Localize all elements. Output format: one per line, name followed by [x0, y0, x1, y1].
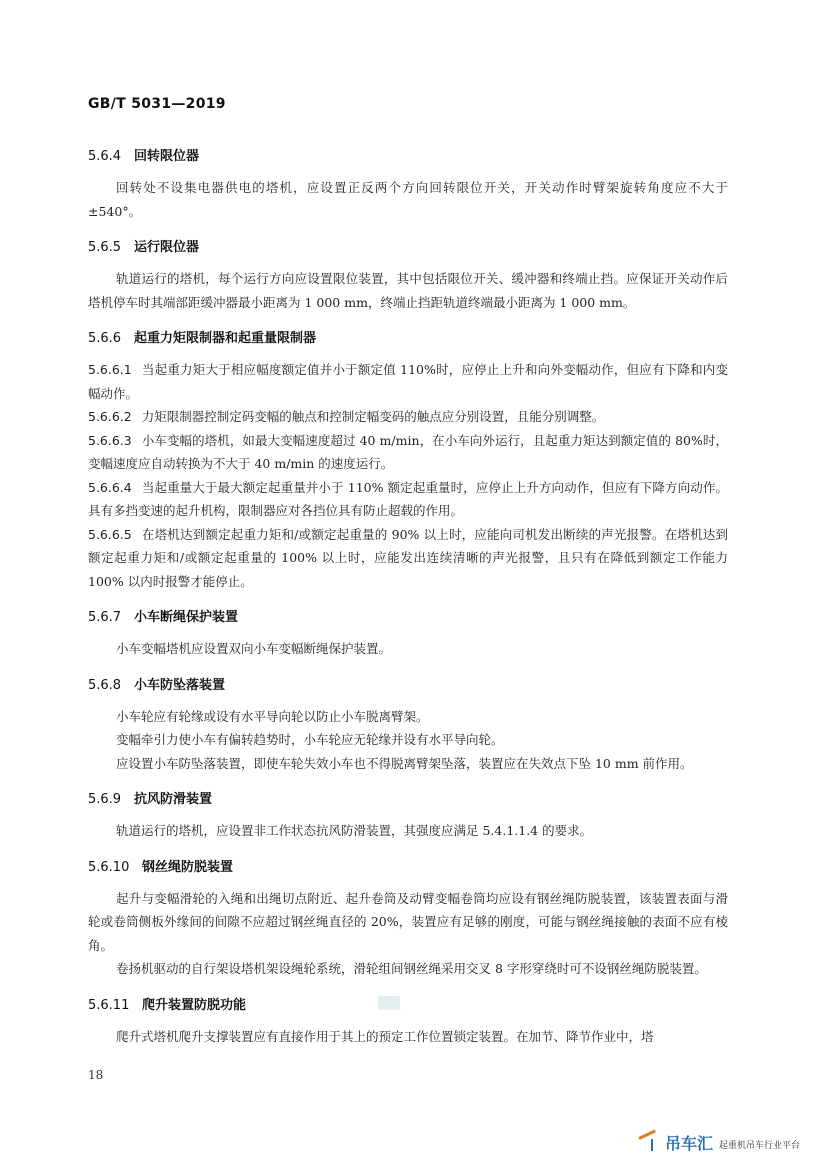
paragraph: 爬升式塔机爬升支撑装置应有直接作用于其上的预定工作位置锁定装置。在加节、降节作业中，塔 — [116, 1028, 654, 1044]
page-number: 18 — [88, 1068, 104, 1082]
section-heading — [88, 675, 728, 697]
paragraph: 回转处不设集电器供电的塔机，应设置正反两个方向回转限位开关，开关动作时臂架旋转角度应不大于±540°。 — [88, 180, 728, 219]
section-heading — [88, 857, 728, 879]
crane-logo-icon — [637, 1135, 659, 1153]
paragraph: 卷扬机驱动的自行架设塔机架设绳轮系统，滑轮组间钢丝绳采用交叉 8 字形穿绕时可不设钢丝绳防脱装置。 — [116, 961, 707, 976]
section-number: 5.6.8 — [88, 677, 122, 693]
section-5-6-4 — [88, 146, 728, 223]
footer-brand-name: 吊车汇 — [664, 1134, 713, 1153]
watermark-stamp — [378, 996, 400, 1010]
paragraph: 应设置小车防坠落装置，即使车轮失效小车也不得脱离臂架坠落，装置应在失效点下坠 10 mm 前作用。 — [116, 755, 693, 771]
footer-branding — [637, 1135, 800, 1153]
subclause-text: 力矩限制器控制定码变幅的触点和控制定幅变码的触点应分别设置，且能分别调整。 — [141, 409, 605, 424]
paragraph: 小车变幅塔机应设置双向小车变幅断绳保护装置。 — [116, 641, 392, 656]
section-number: 5.6.11 — [88, 997, 130, 1013]
subclause-number: 5.6.6.4 — [88, 479, 132, 495]
section-number: 5.6.7 — [88, 610, 122, 625]
section-heading — [88, 607, 728, 629]
subclause — [88, 358, 728, 405]
section-heading — [88, 789, 728, 811]
paragraph: 起升与变幅滑轮的入绳和出绳切点附近、起升卷筒及动臂变幅卷筒均应设有钢丝绳防脱装置，该装置表面与滑轮或卷筒侧板外缘间的间隙不应超过钢丝绳直径的 20%，装置应有足够的刚度，可能与钢丝绳接触的表面不应有棱角。 — [88, 890, 728, 953]
section-title: 回转限位器 — [134, 149, 200, 164]
subclause — [88, 523, 728, 594]
section-5-6-7 — [88, 607, 728, 661]
subclause — [88, 476, 728, 523]
paragraph: 轨道运行的塔机，每个运行方向应设置限位装置，其中包括限位开关、缓冲器和终端止挡。应保证开关动作后塔机停车时其端部距缓冲器最小距离为 1 000 mm，终端止挡距轨道终端最小距离为 1 000 mm。 — [88, 271, 728, 310]
section-5-6-11 — [88, 995, 728, 1049]
subclause — [88, 405, 728, 429]
subclause-number: 5.6.6.1 — [88, 362, 132, 377]
section-number: 5.6.5 — [88, 240, 122, 255]
section-5-6-9 — [88, 789, 728, 843]
document-body — [88, 140, 728, 1048]
section-5-6-5 — [88, 237, 728, 314]
subclause-number: 5.6.6.3 — [88, 432, 132, 448]
paragraph: 小车轮应有轮缘或设有水平导向轮以防止小车脱离臂架。 — [116, 708, 429, 724]
subclause-number: 5.6.6.5 — [88, 526, 132, 542]
section-5-6-6 — [88, 328, 728, 593]
section-number: 5.6.6 — [88, 331, 122, 346]
section-title: 小车断绳保护装置 — [134, 610, 239, 625]
subclause-text: 小车变幅的塔机，如最大变幅速度超过 40 m/min，在小车向外运行，且起重力矩达到额定值的 80%时，变幅速度应自动转换为不大于 40 m/min 的速度运行。 — [88, 432, 728, 471]
section-title: 钢丝绳防脱装置 — [142, 859, 234, 875]
section-number: 5.6.9 — [88, 792, 122, 807]
section-heading — [88, 237, 728, 259]
paragraph: 轨道运行的塔机，应设置非工作状态抗风防滑装置，其强度应满足 5.4.1.1.4 的要求。 — [116, 823, 593, 838]
section-title: 抗风防滑装置 — [134, 792, 213, 807]
subclause-text: 当起重量大于最大额定起重量并小于 110% 额定起重量时，应停止上升方向动作，但应有下降方向动作。具有多挡变速的起升机构，限制器应对各挡位具有防止超载的作用。 — [88, 479, 728, 518]
section-heading — [88, 995, 728, 1017]
section-title: 爬升装置防脱功能 — [142, 997, 247, 1013]
subclause-text: 在塔机达到额定起重力矩和/或额定起重量的 90% 以上时，应能向司机发出断续的声光报警。在塔机达到额定起重力矩和/或额定起重量的 100% 以上时，应能发出连续清晰的声光报警，且只有在降低到额定工作能力 100% 以内时报警才能停止。 — [88, 526, 728, 589]
section-heading — [88, 146, 728, 168]
section-title: 运行限位器 — [134, 240, 200, 255]
section-title: 起重力矩限制器和起重量限制器 — [134, 331, 317, 346]
footer-tagline: 起重机吊车行业平台 — [718, 1140, 800, 1151]
subclause — [88, 429, 728, 476]
standard-code: GB/T 5031—2019 — [88, 96, 226, 112]
paragraph: 变幅牵引力使小车有偏转趋势时，小车轮应无轮缘并设有水平导向轮。 — [116, 732, 504, 747]
section-5-6-10 — [88, 857, 728, 981]
section-5-6-8 — [88, 675, 728, 776]
subclause-text: 当起重力矩大于相应幅度额定值并小于额定值 110%时，应停止上升和向外变幅动作，但应有下降和内变幅动作。 — [88, 362, 728, 401]
section-number: 5.6.4 — [88, 149, 122, 164]
section-title: 小车防坠落装置 — [134, 677, 226, 693]
subclause-number: 5.6.6.2 — [88, 409, 132, 424]
section-number: 5.6.10 — [88, 859, 130, 875]
section-heading — [88, 328, 728, 350]
